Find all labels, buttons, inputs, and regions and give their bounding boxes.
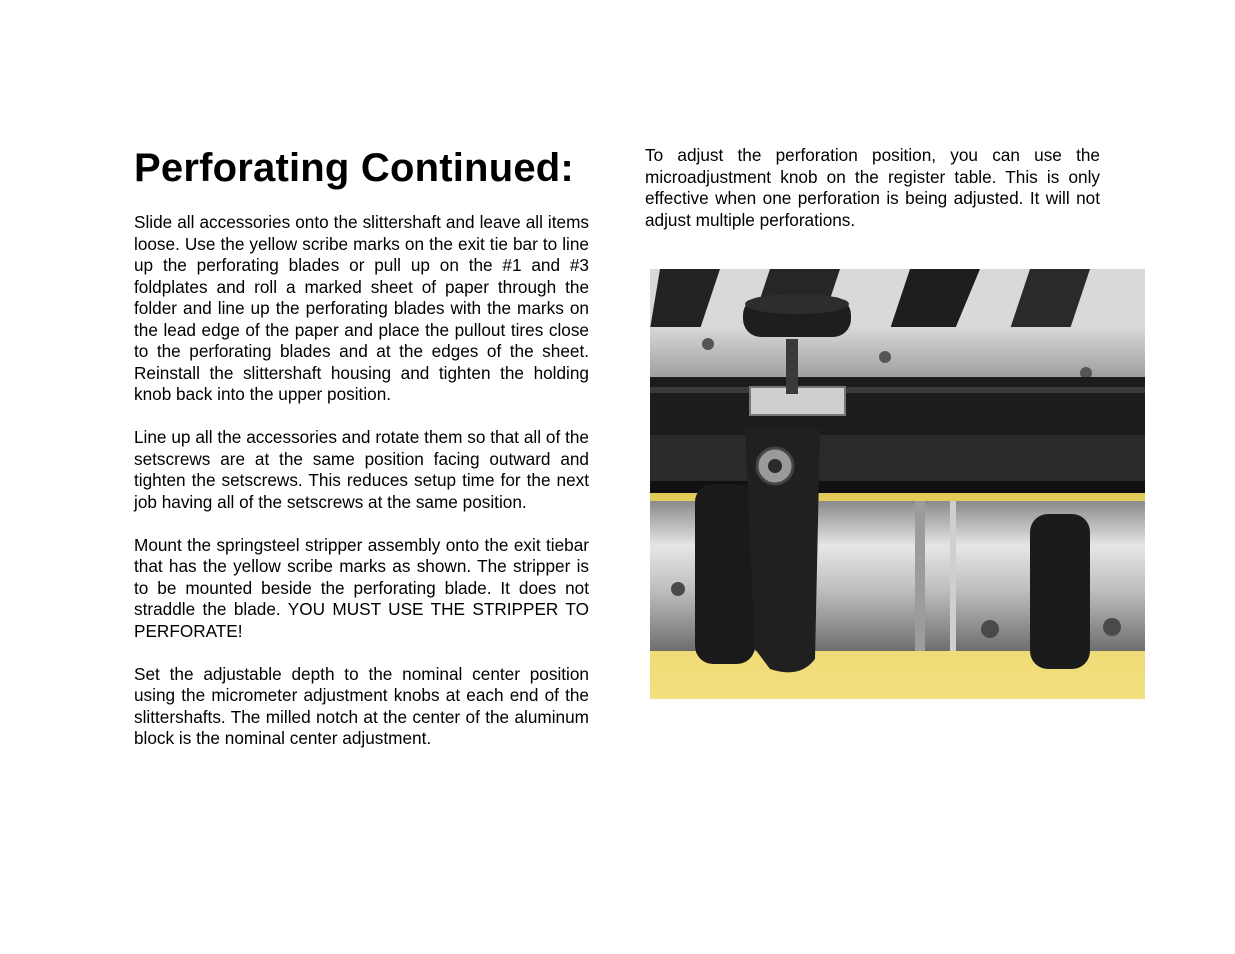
paragraph-depth: Set the adjustable depth to the nominal center position using the micrometer adjustment knobs at each end of the slittershafts. The milled notch at the center of the aluminum block is the nominal center adjustment.	[134, 663, 589, 748]
page-title: Perforating Continued:	[134, 146, 574, 190]
machine-photo	[650, 269, 1145, 699]
paragraph-accessories: Slide all accessories onto the slittershaft and leave all items loose. Use the yellow scribe marks on the exit tie bar to line up the perforating blades or pull up on the #1 and #3 foldplates and roll a marked sheet of paper through the folder and line up the perforating blades with the marks on the lead edge of the paper and place the pullout tires close to the perforating blades and at the edges of the sheet. Reinstall the slittershaft housing and tighten the holding knob back into the upper position.	[134, 212, 589, 404]
paragraph-setscrews: Line up all the accessories and rotate them so that all of the setscrews are at the same position facing outward and tighten the setscrews. This reduces setup time for the next job having all of the setscrews at the same position.	[134, 427, 589, 512]
paragraph-stripper: Mount the springsteel stripper assembly onto the exit tiebar that has the yellow scribe marks as shown. The stripper is to be mounted beside the perforating blade. It does not straddle the blade. YOU MUST USE THE STRIPPER TO PERFORATE!	[134, 534, 589, 641]
paragraph-microadjustment: To adjust the perforation position, you can use the microadjustment knob on the register table. This is only effective when one perforation is being adjusted. It will not adjust multiple perforations.	[645, 145, 1100, 230]
right-column	[645, 145, 1100, 231]
left-column	[134, 212, 589, 771]
